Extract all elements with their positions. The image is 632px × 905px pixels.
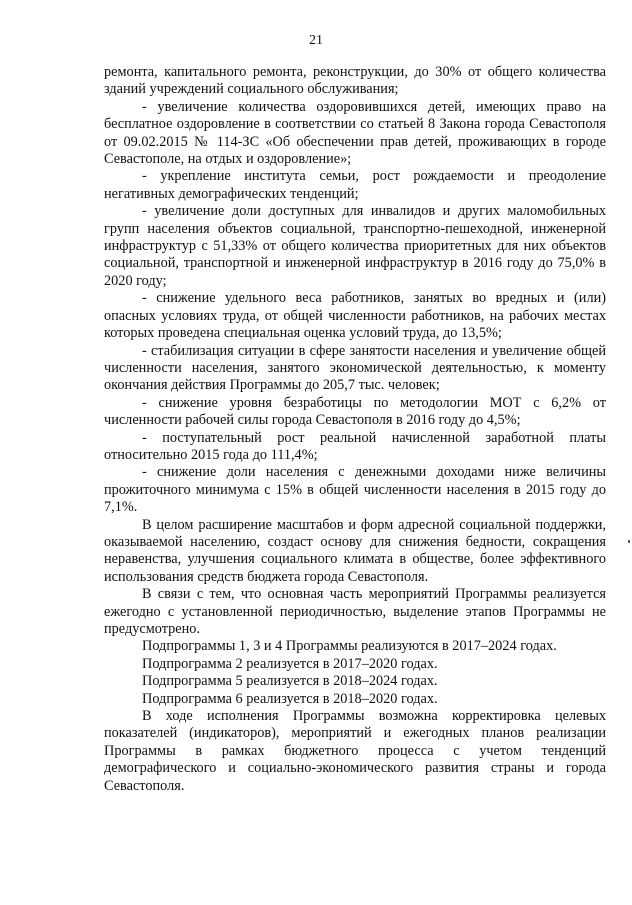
document-body bbox=[104, 64, 606, 795]
list-item-employment: - стабилизация ситуации в сфере занятости населения и увеличение общей численности населения, занятого экономической деятельностью, к моменту окончания действия Программы до 205,7 тыс. человек; bbox=[104, 342, 606, 394]
paragraph-adjustments: В ходе исполнения Программы возможна корректировка целевых показателей (индикаторов), мероприятий и ежегодных планов реализации Программы в рамках бюджетного процесса с учетом тенденций демографического и социально-экономического развития страны и города Севастополя. bbox=[104, 708, 606, 794]
list-item-unemployment: - снижение уровня безработицы по методологии МОТ с 6,2% от численности рабочей силы города Севастополя в 2016 году до 4,5%; bbox=[104, 394, 606, 429]
paragraph-social-support: В целом расширение масштабов и форм адресной социальной поддержки, оказываемой населению, создаст основу для снижения бедности, сокращения неравенства, улучшения социального климата в обществе, более эффективного использования средств бюджета города Севастополя. bbox=[104, 516, 606, 585]
subprogram-line-1-3-4: Подпрограммы 1, 3 и 4 Программы реализуются в 2017–2024 годах. bbox=[142, 638, 557, 655]
subprogram-line-6: Подпрограмма 6 реализуется в 2018–2020 годах. bbox=[142, 690, 438, 707]
subprogram-line-5: Подпрограмма 5 реализуется в 2018–2024 годах. bbox=[142, 673, 438, 690]
list-item-poverty: - снижение доли населения с денежными доходами ниже величины прожиточного минимума с 15% в общей численности населения в 2015 году до 7,1%. bbox=[104, 464, 606, 516]
list-item-hazardous-work: - снижение удельного веса работников, занятых во вредных и (или) опасных условиях труда, от общей численности работников, на рабочих местах которых проведена специальная оценка условий труда, до 13,5%; bbox=[104, 290, 606, 342]
paragraph-program-stages: В связи с тем, что основная часть мероприятий Программы реализуется ежегодно с установленной периодичностью, выделение этапов Программы не предусмотрено. bbox=[104, 586, 606, 637]
subprogram-line-2: Подпрограмма 2 реализуется в 2017–2020 годах. bbox=[142, 655, 438, 672]
page-number: 21 bbox=[309, 33, 323, 48]
scan-artifact-mark bbox=[628, 540, 630, 543]
paragraph-continuation: ремонта, капитального ремонта, реконструкции, до 30% от общего количества зданий учреждений социального обслуживания; bbox=[104, 64, 606, 98]
list-item-accessibility: - увеличение доли доступных для инвалидов и других маломобильных групп населения объектов социальной, транспортно-пешеходной, инженерной инфраструктур с 51,33% от общего количества приоритетных для них объектов социальной, транспортной и инженерной инфраструктур в 2016 году до 75,0% в 2020 году; bbox=[104, 203, 606, 289]
list-item-children-recovery: - увеличение количества оздоровившихся детей, имеющих право на бесплатное оздоровление в соответствии со статьей 8 Закона города Севастополя от 09.02.2015 № 114-ЗС «Об обеспечении прав детей, проживающих в городе Севастополе, на отдых и оздоровление»; bbox=[104, 98, 606, 168]
list-item-family-institution: - укрепление института семьи, рост рождаемости и преодоление негативных демографических тенденций; bbox=[104, 168, 606, 202]
list-item-wages: - поступательный рост реальной начисленной заработной платы относительно 2015 года до 111,4%; bbox=[104, 429, 606, 463]
